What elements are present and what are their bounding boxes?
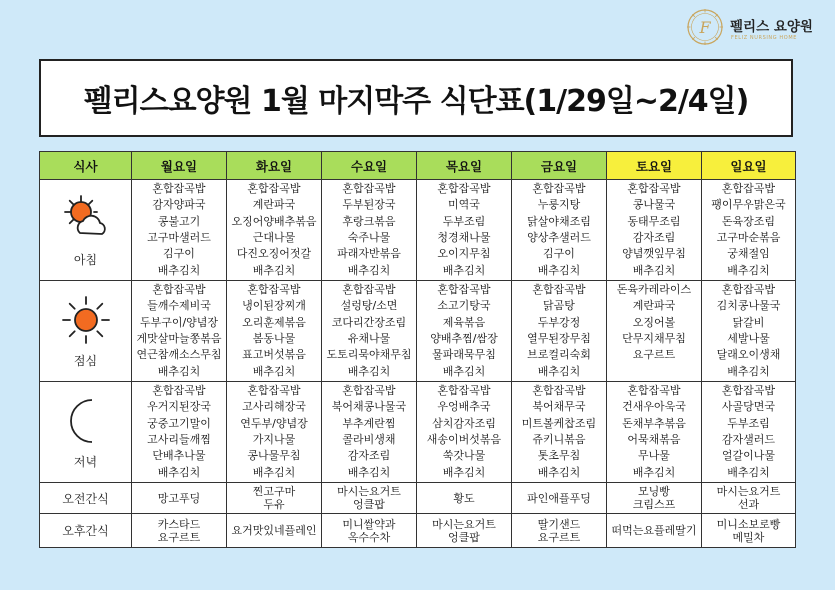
menu-item: 고사리들깨찜 (147, 433, 211, 446)
snack-cell (322, 514, 417, 548)
snack-item: 떠먹는요플레딸기 (611, 524, 697, 537)
meal-table (39, 151, 796, 548)
meal-cell (322, 281, 417, 382)
menu-item: 우거지된장국 (147, 400, 211, 414)
meal-label-cell (40, 281, 132, 382)
header-day: 수요일 (322, 152, 417, 180)
header-meal: 식사 (40, 152, 132, 180)
menu-item: 후랑크볶음 (342, 214, 396, 228)
snack-row-0 (40, 483, 796, 514)
menu-item: 두부조림 (442, 214, 486, 228)
menu-item: 고사리해장국 (242, 400, 306, 414)
menu-item: 혼합잡곡밥 (437, 282, 491, 296)
menu-item: 배추김치 (727, 465, 770, 479)
snack-item: 크림스프 (632, 498, 676, 511)
snack-item: 황도 (453, 491, 475, 505)
menu-item: 혼합잡곡밥 (152, 181, 206, 195)
menu-item: 오징어볼 (632, 315, 676, 329)
logo (686, 8, 826, 46)
menu-item: 혼합잡곡밥 (437, 383, 491, 397)
meal-cell (132, 180, 227, 281)
snack-item: 마시는요거트 (716, 485, 781, 498)
meal-cell (132, 382, 227, 483)
menu-item: 돈육카레라이스 (616, 282, 692, 296)
menu-item: 배추김치 (632, 465, 676, 479)
menu-item: 삼치감자조림 (432, 416, 496, 430)
snack-cell (512, 514, 607, 548)
snack-cell (702, 483, 796, 514)
sun-cloud-icon (60, 193, 112, 245)
menu-item: 궁중고기말이 (147, 416, 211, 430)
menu-item: 혼합잡곡밥 (247, 282, 301, 296)
menu-item: 배추김치 (442, 263, 486, 277)
menu-item: 두부구이/양념장 (139, 315, 219, 329)
menu-item: 단무지채무침 (622, 332, 686, 345)
snack-item: 미니쌀약과 (342, 517, 396, 531)
sun-icon (60, 294, 112, 346)
menu-item: 새송이버섯볶음 (426, 433, 502, 446)
snack-item: 딸기샌드 (537, 517, 581, 531)
menu-item: 숙주나물 (347, 231, 391, 244)
meal-label-cell (40, 180, 132, 281)
logo-emblem-icon (686, 8, 724, 46)
snack-label: 오전간식 (40, 483, 132, 514)
menu-item: 사골당면국 (721, 400, 776, 414)
menu-item: 봄동나물 (252, 332, 296, 345)
menu-item: 무나물 (638, 449, 670, 463)
menu-item: 근대나물 (252, 231, 296, 244)
meal-cell (512, 180, 607, 281)
menu-item: 계란파국 (252, 198, 296, 212)
menu-item: 돈육장조림 (721, 214, 776, 228)
snack-item: 마시는요거트 (337, 485, 401, 498)
menu-item: 혼합잡곡밥 (437, 181, 491, 195)
snack-row-1 (40, 514, 796, 548)
snack-cell (417, 483, 512, 514)
menu-item: 닭곰탕 (543, 299, 575, 313)
menu-item: 배추김치 (157, 263, 201, 277)
menu-item: 단배추나물 (152, 449, 206, 463)
snack-item: 옥수수차 (347, 530, 391, 544)
meal-row-0 (40, 180, 796, 281)
menu-item: 콩나물국 (632, 198, 676, 212)
snack-item: 선과 (737, 498, 760, 511)
menu-item: 파래자반볶음 (337, 247, 401, 261)
snack-item: 마시는요거트 (432, 517, 496, 531)
meal-cell (227, 180, 322, 281)
menu-item: 배추김치 (157, 364, 201, 378)
menu-item: 도토리묵야채무침 (326, 348, 412, 362)
menu-item: 혼합잡곡밥 (342, 282, 396, 296)
header-day: 화요일 (227, 152, 322, 180)
meal-cell (607, 180, 702, 281)
menu-item: 게맛살마늘쫑볶음 (136, 332, 222, 345)
crescent-moon-icon (60, 395, 112, 447)
menu-item: 돈채부추볶음 (622, 416, 686, 430)
menu-item: 닭살야채조림 (527, 214, 591, 228)
menu-item: 배추김치 (727, 364, 770, 378)
snack-cell (132, 483, 227, 514)
header-row (40, 152, 796, 180)
meal-cell (702, 281, 796, 382)
menu-item: 콩나물무침 (247, 449, 301, 463)
menu-item: 혼합잡곡밥 (627, 383, 681, 397)
menu-item: 달래오이생채 (716, 348, 781, 362)
meal-label: 점심 (73, 353, 98, 368)
snack-cell (322, 483, 417, 514)
menu-item: 세발나물 (727, 332, 770, 345)
menu-item: 배추김치 (537, 465, 581, 479)
menu-item: 냉이된장찌개 (242, 299, 306, 313)
meal-label-cell (40, 382, 132, 483)
menu-item (607, 364, 701, 380)
meal-cell (132, 281, 227, 382)
snack-cell (132, 514, 227, 548)
meal-cell (702, 180, 796, 281)
menu-item: 어묵채볶음 (627, 433, 681, 446)
menu-item: 톳초무침 (537, 449, 581, 463)
menu-item: 다진오징어젓갈 (236, 247, 312, 261)
menu-item: 양배추찜/쌈장 (430, 332, 498, 345)
menu-item: 쥬키니볶음 (532, 433, 586, 446)
menu-item: 혼합잡곡밥 (721, 383, 776, 397)
snack-item: 요구르트 (537, 530, 581, 544)
header-day: 금요일 (512, 152, 607, 180)
menu-item: 계란파국 (632, 299, 676, 313)
header-day: 목요일 (417, 152, 512, 180)
menu-item: 부추계란찜 (342, 416, 396, 430)
menu-item: 혼합잡곡밥 (247, 181, 301, 195)
menu-item: 김구이 (543, 247, 575, 261)
menu-item: 배추김치 (347, 263, 391, 277)
snack-cell (227, 514, 322, 548)
snack-item: 요거맛있네플레인 (231, 524, 317, 537)
menu-item: 혼합잡곡밥 (721, 282, 776, 296)
menu-item: 배추김치 (442, 364, 486, 378)
snack-cell (702, 514, 796, 548)
menu-item: 배추김치 (252, 465, 296, 479)
menu-item: 김치콩나물국 (716, 299, 781, 313)
menu-item: 얼갈이나물 (721, 449, 776, 463)
menu-item: 브로컬리숙회 (527, 348, 591, 362)
menu-item: 배추김치 (442, 465, 486, 479)
menu-item: 혼합잡곡밥 (342, 383, 396, 397)
meal-cell (702, 382, 796, 483)
menu-item: 닭갈비 (732, 315, 765, 329)
menu-item: 유채나물 (347, 332, 391, 345)
menu-item: 물파래묵무침 (432, 348, 496, 362)
snack-cell (417, 514, 512, 548)
menu-item: 미트볼케찹조림 (521, 416, 597, 430)
snack-label: 오후간식 (40, 514, 132, 548)
snack-item: 찐고구마 (252, 485, 296, 498)
menu-item: 배추김치 (252, 364, 296, 378)
meal-label: 아침 (73, 252, 98, 267)
menu-item: 감자조림 (347, 449, 391, 463)
snack-cell (607, 514, 702, 548)
snack-item: 메밀차 (732, 530, 765, 544)
menu-item: 감자조림 (632, 231, 676, 244)
menu-item: 배추김치 (727, 263, 770, 277)
meal-cell (322, 180, 417, 281)
menu-item: 양상추샐러드 (527, 231, 591, 244)
menu-item: 두부된장국 (342, 198, 396, 212)
menu-item: 양념깻잎무침 (622, 247, 686, 261)
menu-item: 감자양파국 (152, 198, 206, 212)
menu-item: 혼합잡곡밥 (532, 383, 586, 397)
menu-item: 배추김치 (537, 364, 581, 378)
snack-item: 두유 (263, 498, 285, 511)
menu-item: 배추김치 (347, 364, 391, 378)
menu-item: 오이지무침 (437, 247, 491, 261)
menu-item: 혼합잡곡밥 (342, 181, 396, 195)
menu-item: 표고버섯볶음 (242, 348, 306, 362)
menu-item: 배추김치 (157, 465, 201, 479)
menu-item: 혼합잡곡밥 (152, 383, 206, 397)
menu-item: 두부조림 (727, 416, 770, 430)
snack-item: 미니소보로빵 (716, 517, 781, 531)
menu-item: 두부강정 (537, 315, 581, 329)
menu-item: 배추김치 (347, 465, 391, 479)
menu-item: 배추김치 (537, 263, 581, 277)
menu-item: 배추김치 (632, 263, 676, 277)
menu-item: 쑥갓나물 (442, 449, 486, 463)
snack-item: 카스타드 (157, 517, 201, 531)
menu-item: 궁채절임 (727, 247, 770, 261)
meal-cell (227, 382, 322, 483)
menu-item: 김구이 (163, 247, 195, 261)
menu-item: 요구르트 (632, 348, 676, 362)
meal-cell (227, 281, 322, 382)
menu-item: 연두부/양념장 (240, 416, 308, 430)
meal-row-2 (40, 382, 796, 483)
header-day: 토요일 (607, 152, 702, 180)
menu-item: 연근참깨소스무침 (136, 348, 222, 362)
menu-item: 오리훈제볶음 (242, 315, 306, 329)
snack-item: 요구르트 (157, 530, 201, 544)
snack-cell (512, 483, 607, 514)
snack-cell (227, 483, 322, 514)
meal-cell (607, 281, 702, 382)
logo-name: 펠리스 요양원 (730, 19, 813, 35)
meal-cell (417, 281, 512, 382)
snack-item: 엉클팝 (353, 498, 385, 511)
menu-item: 콜라비생채 (342, 433, 396, 446)
menu-item: 코다리간장조림 (331, 315, 407, 329)
meal-label: 저녁 (73, 454, 98, 469)
menu-item: 북어채콩나물국 (331, 400, 407, 414)
menu-item: 청경채나물 (437, 231, 491, 244)
menu-item: 팽이무우맑은국 (711, 198, 786, 212)
menu-item: 건새우아욱국 (622, 400, 686, 414)
snack-item: 파인애플푸딩 (527, 491, 591, 505)
menu-item: 혼합잡곡밥 (532, 181, 586, 195)
menu-item: 북어채무국 (532, 400, 586, 414)
menu-item: 들깨수제비국 (147, 299, 211, 313)
menu-item: 혼합잡곡밥 (152, 282, 206, 296)
meal-cell (512, 382, 607, 483)
menu-item: 미역국 (448, 198, 480, 212)
menu-item: 동태무조림 (627, 214, 681, 228)
snack-item: 모닝빵 (638, 485, 670, 498)
menu-item: 혼합잡곡밥 (247, 383, 301, 397)
menu-item: 우엉배추국 (437, 400, 491, 414)
menu-item: 콩불고기 (157, 214, 201, 228)
menu-item: 고구마샐러드 (147, 231, 211, 244)
svg-text:F: F (699, 18, 711, 37)
menu-item: 열무된장무침 (527, 332, 591, 345)
snack-item: 엉클팝 (448, 530, 480, 544)
meal-row-1 (40, 281, 796, 382)
menu-item: 감자샐러드 (721, 433, 776, 446)
menu-item: 설렁탕/소면 (340, 299, 398, 313)
snack-cell (607, 483, 702, 514)
menu-item: 제육볶음 (442, 315, 486, 329)
menu-item: 혼합잡곡밥 (532, 282, 586, 296)
snack-item: 망고푸딩 (157, 491, 201, 505)
header-day: 일요일 (702, 152, 796, 180)
menu-item: 누룽지탕 (537, 198, 581, 212)
logo-subtitle: FELIZ NURSING HOME (731, 35, 798, 41)
menu-item: 혼합잡곡밥 (627, 181, 681, 195)
meal-cell (417, 180, 512, 281)
menu-item: 고구마순볶음 (716, 231, 781, 244)
meal-cell (322, 382, 417, 483)
header-day: 월요일 (132, 152, 227, 180)
menu-item: 오징어양배추볶음 (231, 214, 317, 228)
menu-item: 혼합잡곡밥 (721, 181, 776, 195)
menu-item: 가지나물 (252, 433, 296, 446)
page-title: 펠리스요양원 1월 마지막주 식단표(1/29일~2/4일) (83, 84, 749, 119)
menu-item: 소고기탕국 (437, 299, 491, 313)
meal-cell (417, 382, 512, 483)
title-box (39, 59, 793, 137)
meal-cell (512, 281, 607, 382)
menu-item: 배추김치 (252, 263, 296, 277)
meal-cell (607, 382, 702, 483)
